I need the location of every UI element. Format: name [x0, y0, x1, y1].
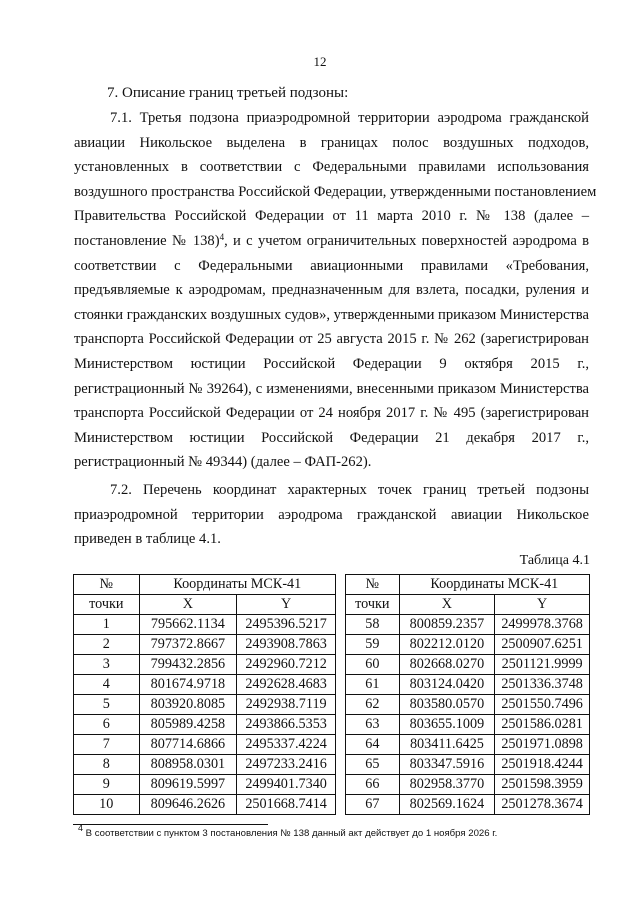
- cell-y: 2501598.3959: [495, 775, 590, 795]
- cell-x: 803655.1009: [399, 715, 495, 735]
- header-point-number: №: [74, 575, 140, 595]
- cell-y: 2500907.6251: [495, 635, 590, 655]
- cell-x: 803580.0570: [399, 695, 495, 715]
- cell-point-number: 9: [74, 775, 140, 795]
- table-row: [346, 755, 590, 775]
- cell-x: 809619.5997: [139, 775, 237, 795]
- cell-point-number: 65: [346, 755, 400, 775]
- header-x: X: [139, 595, 237, 615]
- paragraph-line: транспорта Российской Федерации от 24 ноября 2017 г. № 495 (зарегистрирован: [74, 405, 589, 422]
- cell-x: 800859.2357: [399, 615, 495, 635]
- cell-point-number: 62: [346, 695, 400, 715]
- table-row: [74, 635, 336, 655]
- paragraph-line: транспорта Российской Федерации от 25 августа 2015 г. № 262 (зарегистрирован: [74, 331, 589, 348]
- cell-y: 2495396.5217: [237, 615, 336, 635]
- cell-point-number: 59: [346, 635, 400, 655]
- header-x: X: [399, 595, 495, 615]
- cell-x: 803411.6425: [399, 735, 495, 755]
- cell-point-number: 4: [74, 675, 140, 695]
- table-row: [346, 615, 590, 635]
- table-row: [346, 655, 590, 675]
- cell-y: 2493908.7863: [237, 635, 336, 655]
- cell-x: 802212.0120: [399, 635, 495, 655]
- header-point-number: №: [346, 575, 400, 595]
- cell-y: 2493866.5353: [237, 715, 336, 735]
- cell-point-number: 3: [74, 655, 140, 675]
- paragraph-line: регистрационный № 39264), с изменениями, внесенными приказом Министерства: [74, 380, 589, 397]
- cell-x: 801674.9718: [139, 675, 237, 695]
- paragraph-line: приведен в таблице 4.1.: [74, 531, 221, 548]
- cell-y: 2501668.7414: [237, 795, 336, 815]
- cell-y: 2497233.2416: [237, 755, 336, 775]
- paragraph-line-tail: , и с учетом ограничительных поверхностей аэродрома в: [224, 232, 589, 249]
- table-caption: Таблица 4.1: [519, 553, 590, 568]
- cell-y: 2499401.7340: [237, 775, 336, 795]
- cell-point-number: 10: [74, 795, 140, 815]
- cell-point-number: 2: [74, 635, 140, 655]
- table-row: [74, 695, 336, 715]
- cell-point-number: 64: [346, 735, 400, 755]
- cell-y: 2492938.7119: [237, 695, 336, 715]
- cell-point-number: 60: [346, 655, 400, 675]
- paragraph-line: Министерством юстиции Российской Федерации 9 октября 2015 г.,: [74, 355, 589, 372]
- cell-x: 799432.2856: [139, 655, 237, 675]
- table-row: [346, 795, 590, 815]
- header-coordinates: Координаты МСК-41: [399, 575, 589, 595]
- footnote: [78, 823, 498, 839]
- table-row: [74, 735, 336, 755]
- table-row: [74, 795, 336, 815]
- header-y: Y: [237, 595, 336, 615]
- cell-point-number: 67: [346, 795, 400, 815]
- cell-point-number: 58: [346, 615, 400, 635]
- cell-point-number: 63: [346, 715, 400, 735]
- cell-y: 2501121.9999: [495, 655, 590, 675]
- paragraph-line: 7.1. Третья подзона приаэродромной территории аэродрома гражданской: [110, 110, 589, 126]
- table-row: [74, 775, 336, 795]
- paragraph-line-head: постановление № 138): [74, 232, 220, 249]
- table-row: [74, 675, 336, 695]
- table-row: [346, 635, 590, 655]
- table-row: [74, 615, 336, 635]
- coordinates-table-left: [73, 574, 336, 815]
- cell-y: 2501586.0281: [495, 715, 590, 735]
- table-row: [346, 675, 590, 695]
- cell-x: 802958.3770: [399, 775, 495, 795]
- cell-x: 808958.0301: [139, 755, 237, 775]
- paragraph-line: 7.2. Перечень координат характерных точек границ третьей подзоны: [110, 482, 589, 498]
- cell-point-number: 1: [74, 615, 140, 635]
- table-row: [74, 755, 336, 775]
- paragraph-line-with-footnote: [74, 229, 589, 254]
- cell-x: 807714.6866: [139, 735, 237, 755]
- coordinates-table-right: [345, 574, 590, 815]
- header-point-label: точки: [74, 595, 140, 615]
- paragraph-line: стоянки гражданских воздушных судов», утвержденными приказом Министерства: [74, 306, 589, 323]
- paragraph-line: соответствии с Федеральными авиационными правилами «Требования,: [74, 257, 589, 274]
- cell-x: 809646.2626: [139, 795, 237, 815]
- cell-y: 2501336.3748: [495, 675, 590, 695]
- section-heading: 7. Описание границ третьей подзоны:: [107, 85, 349, 101]
- table-row: [346, 735, 590, 755]
- cell-y: 2501278.3674: [495, 795, 590, 815]
- cell-point-number: 8: [74, 755, 140, 775]
- footnote-reference: 4: [219, 231, 225, 242]
- paragraph-line: предъявляемые к аэродромам, предназначенным для взлета, посадки, руления и: [74, 282, 589, 299]
- cell-y: 2492960.7212: [237, 655, 336, 675]
- cell-y: 2501550.7496: [495, 695, 590, 715]
- header-point-label: точки: [346, 595, 400, 615]
- paragraph-line: Министерством юстиции Российской Федерации 21 декабря 2017 г.,: [74, 429, 589, 446]
- cell-x: 797372.8667: [139, 635, 237, 655]
- paragraph-line: приаэродромной территории аэродрома гражданской авиации Никольское: [74, 506, 589, 523]
- footnote-marker: 4: [78, 823, 84, 833]
- cell-x: 803347.5916: [399, 755, 495, 775]
- paragraph-line: установленных в соответствии с Федеральными правилами использования: [74, 159, 589, 176]
- paragraph-line: Правительства Российской Федерации от 11 марта 2010 г. № 138 (далее –: [74, 208, 589, 225]
- cell-y: 2495337.4224: [237, 735, 336, 755]
- cell-x: 802668.0270: [399, 655, 495, 675]
- paragraph-line: авиации Никольское выделена в границах полос воздушных подходов,: [74, 134, 589, 151]
- cell-x: 803124.0420: [399, 675, 495, 695]
- header-coordinates: Координаты МСК-41: [139, 575, 335, 595]
- cell-point-number: 6: [74, 715, 140, 735]
- table-row: [346, 715, 590, 735]
- table-row: [346, 695, 590, 715]
- footnote-divider: [73, 824, 268, 825]
- header-y: Y: [495, 595, 590, 615]
- cell-point-number: 66: [346, 775, 400, 795]
- paragraph-7-2: [74, 478, 589, 552]
- table-row: [74, 655, 336, 675]
- cell-point-number: 5: [74, 695, 140, 715]
- cell-y: 2499978.3768: [495, 615, 590, 635]
- cell-x: 803920.8085: [139, 695, 237, 715]
- cell-y: 2501918.4244: [495, 755, 590, 775]
- paragraph-line: воздушного пространства Российской Федерации, утвержденными постановлением: [74, 183, 597, 200]
- cell-y: 2492628.4683: [237, 675, 336, 695]
- paragraph-line: регистрационный № 49344) (далее – ФАП-262).: [74, 454, 372, 471]
- footnote-text: В соответствии с пунктом 3 постановления № 138 данный акт действует до 1 ноября 2026 г.: [83, 828, 498, 839]
- page-number: 12: [313, 54, 327, 69]
- cell-x: 795662.1134: [139, 615, 237, 635]
- cell-x: 805989.4258: [139, 715, 237, 735]
- paragraph-7-1: [74, 106, 597, 475]
- table-row: [74, 715, 336, 735]
- cell-point-number: 61: [346, 675, 400, 695]
- cell-point-number: 7: [74, 735, 140, 755]
- cell-x: 802569.1624: [399, 795, 495, 815]
- table-row: [346, 775, 590, 795]
- cell-y: 2501971.0898: [495, 735, 590, 755]
